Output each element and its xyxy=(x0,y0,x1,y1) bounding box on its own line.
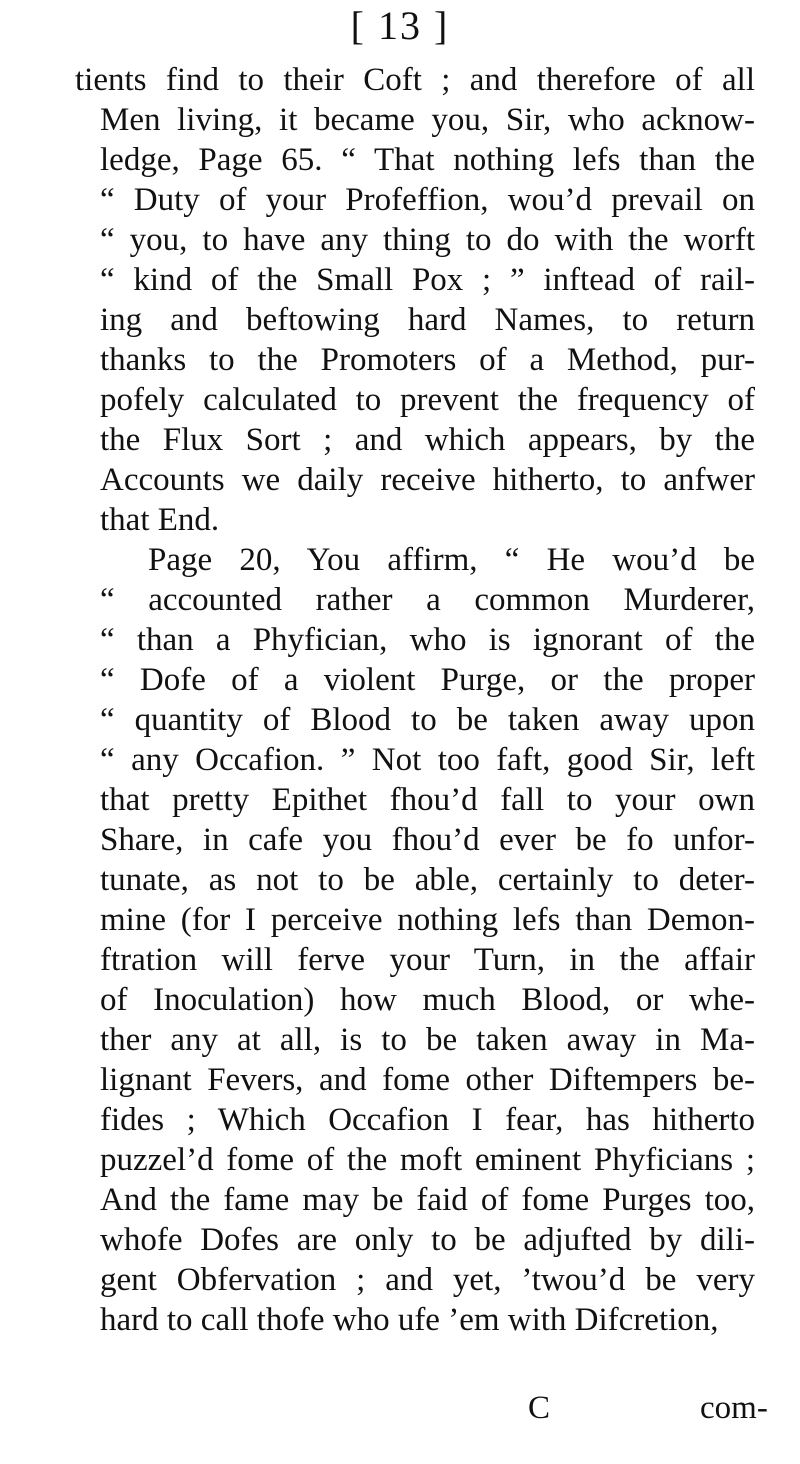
text-line: “ any Occafion. ” Not too faft, good Sir, left xyxy=(100,742,755,778)
text-line: that pretty Epithet fhou’d fall to your own xyxy=(100,782,755,818)
text-line: Men living, it became you, Sir, who acknow- xyxy=(100,102,755,138)
text-line: tunate, as not to be able, certainly to deter- xyxy=(100,862,755,898)
text-line: whofe Dofes are only to be adjufted by dili- xyxy=(100,1222,755,1258)
text-line: tients find to their Coft ; and therefore of all xyxy=(75,62,755,98)
text-line: pofely calculated to prevent the frequency of xyxy=(100,382,755,418)
text-line: Share, in cafe you fhou’d ever be fo unfor- xyxy=(100,822,755,858)
text-line: “ than a Phyfician, who is ignorant of the xyxy=(100,622,755,658)
text-line: And the fame may be faid of fome Purges too, xyxy=(100,1182,755,1218)
text-line: puzzel’d fome of the moft eminent Phyficians ; xyxy=(100,1142,755,1178)
page-footer xyxy=(0,1388,800,1428)
text-line: “ accounted rather a common Murderer, xyxy=(100,582,755,618)
page-number: [ 13 ] xyxy=(350,3,450,48)
text-line: hard to call thofe who ufe ’em with Difcretion, xyxy=(100,1302,719,1338)
text-line: “ kind of the Small Pox ; ” inftead of rail- xyxy=(100,262,755,298)
text-line: ftration will ferve your Turn, in the affair xyxy=(100,942,755,978)
text-line: fides ; Which Occafion I fear, has hitherto xyxy=(100,1102,755,1138)
text-line: Accounts we daily receive hitherto, to anfwer xyxy=(100,462,755,498)
catchword: com- xyxy=(700,1390,768,1426)
text-line: thanks to the Promoters of a Method, pur- xyxy=(100,342,755,378)
text-line: Page 20, You affirm, “ He wou’d be xyxy=(148,542,755,578)
text-line: ther any at all, is to be taken away in Ma- xyxy=(100,1022,755,1058)
text-line: “ Dofe of a violent Purge, or the proper xyxy=(100,662,755,698)
text-line: ledge, Page 65. “ That nothing lefs than the xyxy=(100,142,755,178)
text-line: gent Obfervation ; and yet, ’twou’d be very xyxy=(100,1262,755,1298)
text-line: that End. xyxy=(100,502,220,538)
text-line: ing and beftowing hard Names, to return xyxy=(100,302,755,338)
text-line: mine (for I perceive nothing lefs than Demon- xyxy=(100,902,755,938)
text-line: the Flux Sort ; and which appears, by the xyxy=(100,422,755,458)
text-line: lignant Fevers, and fome other Diftempers be- xyxy=(100,1062,755,1098)
text-line: “ you, to have any thing to do with the worft xyxy=(100,222,755,258)
signature-mark: C xyxy=(528,1390,551,1426)
text-line: “ quantity of Blood to be taken away upon xyxy=(100,702,755,738)
text-line: of Inoculation) how much Blood, or whe- xyxy=(100,982,755,1018)
text-line: “ Duty of your Profeffion, wou’d prevail on xyxy=(100,182,755,218)
